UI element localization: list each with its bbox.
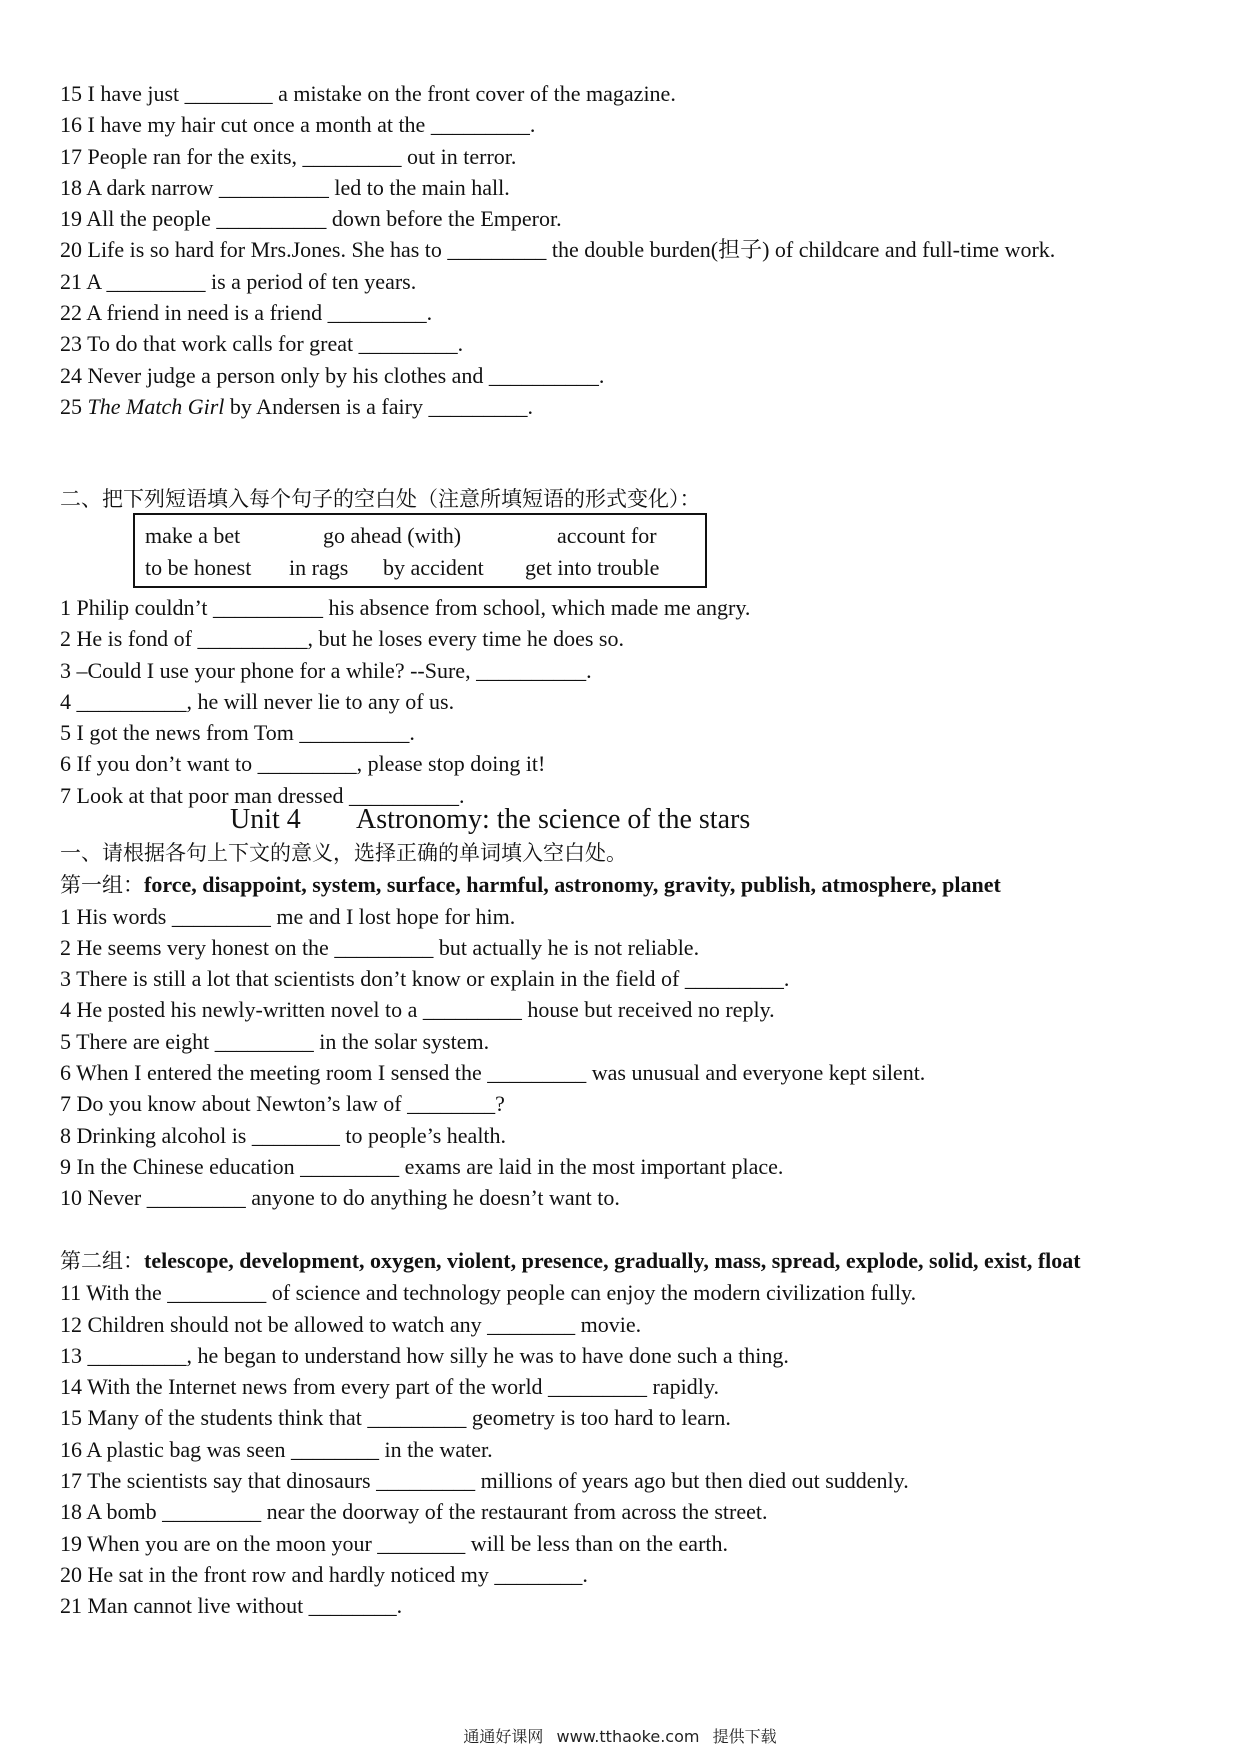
footer-url[interactable]: www.tthaoke.com	[556, 1727, 700, 1746]
exercise-line: 6 When I entered the meeting room I sensed the _________ was unusual and everyone kept silent.	[60, 1060, 926, 1086]
exercise-line: 5 I got the news from Tom __________.	[60, 720, 415, 746]
section-heading: 二、把下列短语填入每个句子的空白处（注意所填短语的形式变化）：	[60, 487, 701, 511]
book-title: The Match Girl	[87, 393, 225, 419]
exercise-line: 14 With the Internet news from every part of the world _________ rapidly.	[60, 1374, 719, 1400]
exercise-line: 2 He seems very honest on the _________ but actually he is not reliable.	[60, 934, 700, 960]
unit4-group2	[60, 1245, 1190, 1622]
unit-title: Astronomy: the science of the stars	[356, 804, 751, 835]
exercise-line: 18 A dark narrow __________ led to the main hall.	[60, 174, 510, 200]
page-footer	[0, 1724, 1240, 1747]
exercise-line: 15 I have just ________ a mistake on the front cover of the magazine.	[60, 81, 676, 106]
exercise-line: 24 Never judge a person only by his clothes and __________.	[60, 362, 605, 388]
exercise-line: 7 Look at that poor man dressed __________.	[60, 782, 465, 808]
phrase-item: to be honest	[145, 555, 252, 580]
exercise-line: 11 With the _________ of science and technology people can enjoy the modern civilization fully.	[60, 1280, 917, 1306]
exercise-line: 9 In the Chinese education _________ exams are laid in the most important place.	[60, 1153, 784, 1179]
exercise-line: 12 Children should not be allowed to watch any ________ movie.	[60, 1311, 642, 1337]
exercise-line: 3 –Could I use your phone for a while? --Sure, __________.	[60, 657, 592, 683]
exercise-line: 8 Drinking alcohol is ________ to people’s health.	[60, 1122, 507, 1148]
exercise-line: 20 He sat in the front row and hardly noticed my ________.	[60, 1561, 588, 1587]
group-label: 第一组：	[60, 873, 144, 898]
word-list: telescope, development, oxygen, violent, presence, gradually, mass, spread, explode, solid, exist, float	[144, 1248, 1081, 1273]
phrase-item: by accident	[383, 555, 484, 580]
footer-note: 提供下载	[712, 1727, 777, 1746]
exercise-line: 22 A friend in need is a friend _________.	[60, 300, 433, 326]
exercise-line: 21 A _________ is a period of ten years.	[60, 268, 417, 294]
exercise-line: 17 People ran for the exits, _________ out in terror.	[60, 143, 517, 169]
group-label: 第二组：	[60, 1249, 144, 1273]
line-suffix: by Andersen is a fairy _________.	[224, 393, 533, 419]
phrase-item: go ahead (with)	[323, 523, 462, 548]
exercise-line: 19 All the people __________ down before the Emperor.	[60, 206, 562, 232]
unit-label: Unit 4	[230, 804, 301, 835]
phrase-exercise	[60, 592, 1190, 811]
exercise-line: 4 __________, he will never lie to any of us.	[60, 688, 455, 714]
phrase-item: in rags	[289, 555, 349, 580]
unit4-group1	[60, 838, 1190, 1214]
exercise-line	[60, 391, 1190, 422]
instruction: 一、请根据各句上下文的意义，选择正确的单词填入空白处。	[60, 841, 627, 865]
phrase-section	[60, 484, 1190, 515]
exercise-line: 13 _________, he began to understand how silly he was to have done such a thing.	[60, 1342, 789, 1368]
exercise-line: 6 If you don’t want to _________, please stop doing it!	[60, 751, 546, 777]
word-bank	[60, 1245, 1190, 1277]
exercise-line: 15 Many of the students think that _________ geometry is too hard to learn.	[60, 1405, 731, 1431]
exercise-line: 5 There are eight _________ in the solar system.	[60, 1028, 490, 1054]
exercise-line: 18 A bomb _________ near the doorway of the restaurant from across the street.	[60, 1499, 768, 1525]
exercise-line: 20 Life is so hard for Mrs.Jones. She has to _________ the double burden(担子) of childcare and full-time work.	[60, 237, 1056, 263]
phrase-item: make a bet	[145, 523, 241, 548]
phrase-box	[133, 513, 707, 588]
footer-site-name: 通通好课网	[463, 1727, 544, 1746]
exercise-line: 3 There is still a lot that scientists don’t know or explain in the field of _________.	[60, 966, 790, 992]
exercise-line: 16 I have my hair cut once a month at the _________.	[60, 112, 536, 138]
exercise-line: 1 His words _________ me and I lost hope for him.	[60, 903, 516, 929]
exercise-line: 10 Never _________ anyone to do anything he doesn’t want to.	[60, 1185, 620, 1211]
vocab-exercise-continued	[60, 78, 1190, 422]
exercise-line: 23 To do that work calls for great _________.	[60, 331, 464, 357]
line-prefix: 25	[60, 393, 88, 419]
exercise-line: 1 Philip couldn’t __________ his absence from school, which made me angry.	[60, 595, 751, 620]
exercise-line: 21 Man cannot live without ________.	[60, 1593, 403, 1619]
word-list: force, disappoint, system, surface, harmful, astronomy, gravity, publish, atmosphere, planet	[144, 872, 1001, 898]
exercise-line: 19 When you are on the moon your ________ will be less than on the earth.	[60, 1530, 729, 1556]
phrase-item: account for	[557, 523, 657, 548]
exercise-line: 17 The scientists say that dinosaurs _________ millions of years ago but then died out suddenly.	[60, 1468, 909, 1494]
phrase-item: get into trouble	[525, 555, 660, 580]
exercise-line: 16 A plastic bag was seen ________ in the water.	[60, 1436, 493, 1462]
word-bank	[60, 869, 1190, 900]
exercise-line: 7 Do you know about Newton’s law of ________?	[60, 1091, 505, 1117]
exercise-line: 2 He is fond of __________, but he loses every time he does so.	[60, 626, 624, 652]
exercise-line: 4 He posted his newly-written novel to a _________ house but received no reply.	[60, 997, 775, 1023]
